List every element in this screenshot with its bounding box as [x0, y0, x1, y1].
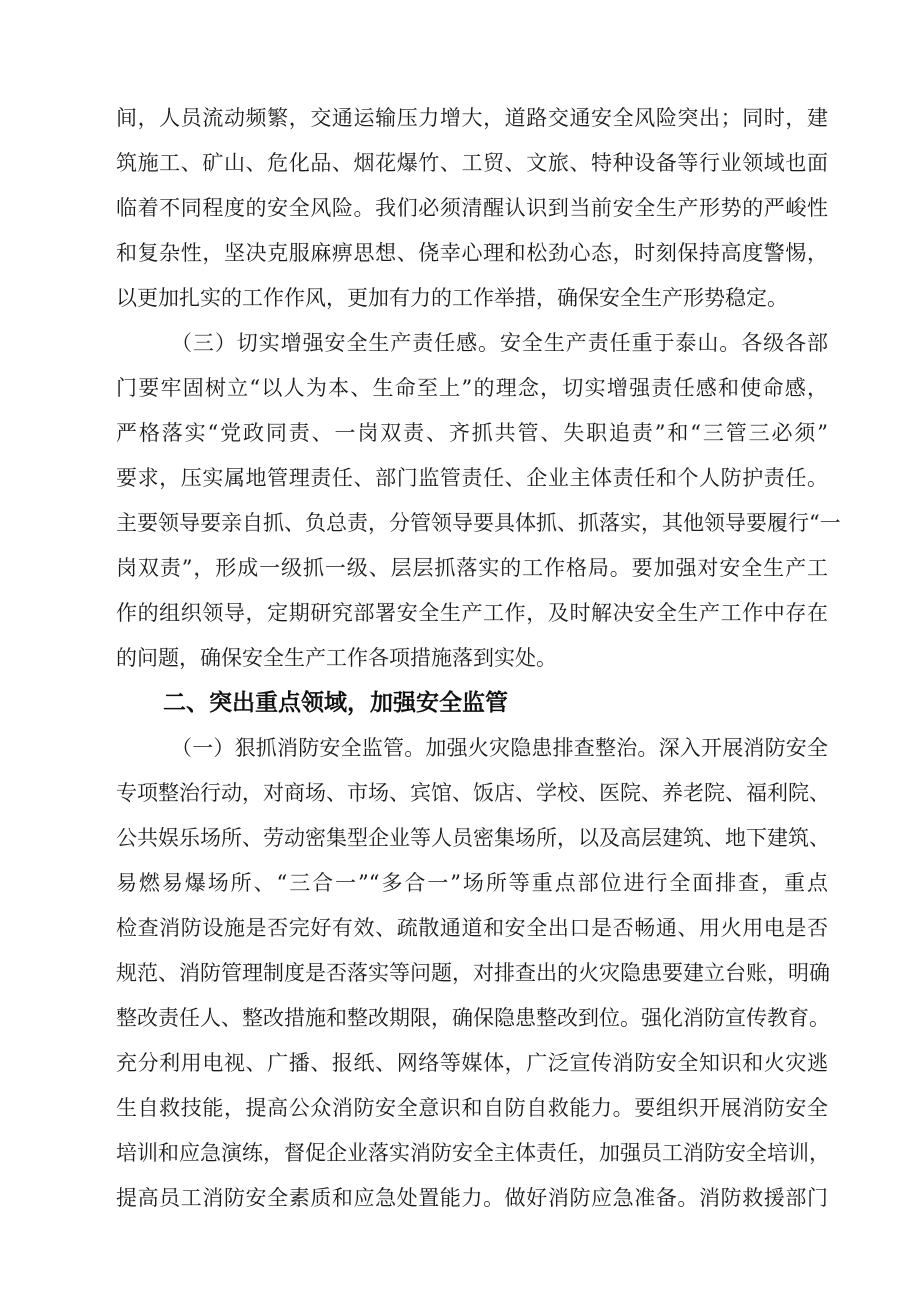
para3-line-1: （一）狠抓消防安全监管。加强火灾隐患排查整治。深入开展消防安全	[171, 736, 828, 760]
para2-line-5: 主要领导要亲自抓、负总责，分管领导要具体抓、抓落实，其他领导要履行“一	[116, 511, 841, 535]
para1-line-1: 间，人员流动频繁，交通运输压力增大，道路交通安全风险突出；同时，建	[116, 106, 828, 130]
para3-line-10: 培训和应急演练，督促企业落实消防安全主体责任，加强员工消防安全培训，	[116, 1141, 830, 1165]
para3-line-7: 整改责任人、整改措施和整改期限，确保隐患整改到位。强化消防宣传教育。	[116, 1006, 830, 1030]
para2-line-2: 门要牢固树立“以人为本、生命至上”的理念，切实增强责任感和使命感，	[116, 376, 828, 400]
para3-line-5: 检查消防设施是否完好有效、疏散通道和安全出口是否畅通、用火用电是否	[116, 916, 828, 940]
para1-line-2: 筑施工、矿山、危化品、烟花爆竹、工贸、文旅、特种设备等行业领域也面	[116, 151, 828, 175]
para3-line-2: 专项整治行动，对商场、市场、宾馆、饭店、学校、医院、养老院、福利院、	[116, 781, 830, 805]
para2-line-6: 岗双责”，形成一级抓一级、层层抓落实的工作格局。要加强对安全生产工	[116, 556, 828, 580]
para3-line-9: 生自救技能，提高公众消防安全意识和自防自救能力。要组织开展消防安全	[116, 1096, 828, 1120]
para1-line-5: 以更加扎实的工作作风，更加有力的工作举措，确保安全生产形势稳定。	[116, 286, 788, 310]
para3-line-3: 公共娱乐场所、劳动密集型企业等人员密集场所，以及高层建筑、地下建筑、	[116, 826, 830, 850]
para2-line-4: 要求，压实属地管理责任、部门监管责任、企业主体责任和个人防护责任。	[116, 466, 828, 490]
para3-line-8: 充分利用电视、广播、报纸、网络等媒体，广泛宣传消防安全知识和火灾逃	[116, 1051, 828, 1075]
para2-line-1: （三）切实增强安全生产责任感。安全生产责任重于泰山。各级各部	[171, 331, 828, 355]
para1-line-3: 临着不同程度的安全风险。我们必须清醒认识到当前安全生产形势的严峻性	[116, 196, 828, 220]
section-heading: 二、突出重点领域，加强安全监管	[163, 690, 508, 716]
para2-line-7: 作的组织领导，定期研究部署安全生产工作，及时解决安全生产工作中存在	[116, 601, 828, 625]
para2-line-8: 的问题，确保安全生产工作各项措施落到实处。	[116, 646, 557, 670]
para3-line-4: 易燃易爆场所、“三合一”“多合一”场所等重点部位进行全面排查，重点	[116, 871, 828, 895]
para1-line-4: 和复杂性，坚决克服麻痹思想、侥幸心理和松劲心态，时刻保持高度警惕，	[116, 241, 828, 265]
para3-line-6: 规范、消防管理制度是否落实等问题，对排查出的火灾隐患要建立台账，明确	[116, 961, 830, 985]
para3-line-11: 提高员工消防安全素质和应急处置能力。做好消防应急准备。消防救援部门	[116, 1186, 828, 1210]
para2-line-3: 严格落实“党政同责、一岗双责、齐抓共管、失职追责”和“三管三必须”	[116, 421, 828, 445]
